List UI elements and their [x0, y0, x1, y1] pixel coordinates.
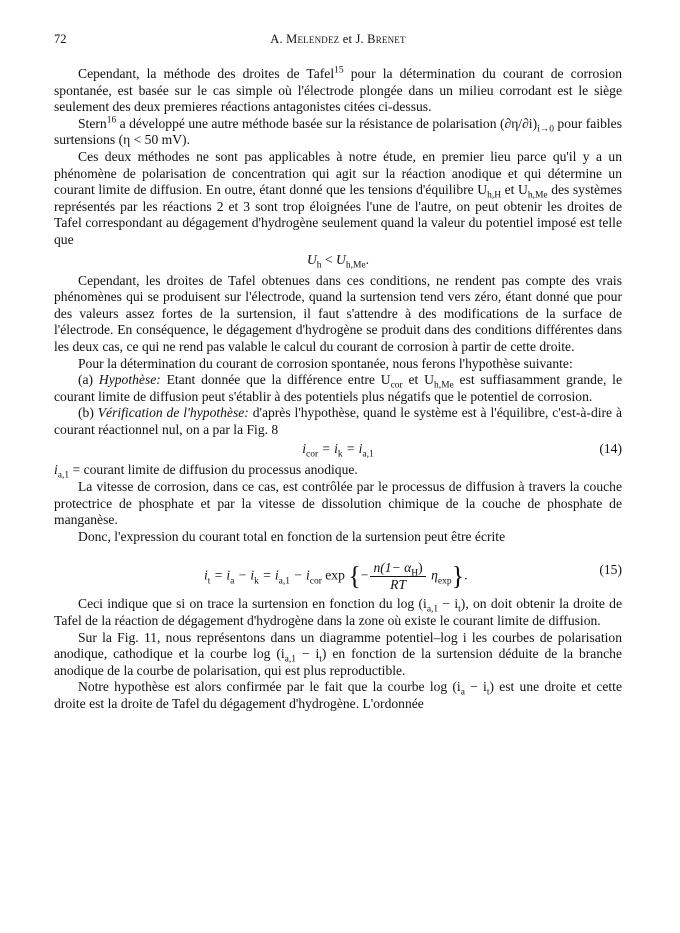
paragraph-tafel-log-plot: Ceci indique que si on trace la surtension en fonction du $\log (i_{a,1} - i_t)$, on doit obtenir la droite de Tafel de la réaction de dégagement d'hydrogène dans la zone où existe le courant limite de diffusion. — [54, 596, 622, 629]
equation-number-14: (14) — [599, 441, 622, 457]
paragraph-tafel-limitations: Cependant, les droites de Tafel obtenues dans ces conditions, ne rendent pas compte des vrais phénomènes qui se produisent sur l'électrode, quand la surtension tend vers zéro, étant donné que pour des valeurs assez fortes de la surtension, il faut s'attendre à des modifications de la surface de l'électrode. En conséquence, le dégagement d'hydrogène se produit dans des conditions différentes dans les deux cas, ce qui ne rend pas valable le calcul du courant de corrosion à partir de cette droite. — [54, 272, 622, 354]
paragraph-fig-11: Sur la Fig. 11, nous représentons dans un diagramme potentiel–log i les courbes de polarisation anodique, cathodique et la courbe $\log (i_{a,1} - i_t)$ en fonction de la surtension déduite de la branche anodique de la courbe de polarisation, qui est plus reproductible. — [54, 629, 622, 678]
fraction-exponent: $\frac{n(1- \alpha_H)}{RT}$ — [370, 560, 425, 593]
paragraph-methods-not-applicable: Ces deux méthodes ne sont pas applicables à notre étude, en premier lieu parce qu'il y a un phénomène de polarisation de concentration qui agit sur la réaction anodique et qui détermine un courant limite de diffusion. En outre, étant donné que les tensions d'équilibre $U_{h,H}$ et $U_{h,Me}$ des systèmes représentés par les réactions 2 et 3 sont trop éloignées l'une de l'autre, on peut obtenir les droites de Tafel correspondant au dégagement d'hydrogène seulement quand la valeur du potentiel imposé est telle que — [54, 148, 622, 247]
equation-14: $i_{cor} = i_k = i_{a,1}$ (14) — [302, 441, 622, 461]
paragraph-hypothesis-a: (a) Hypothèse: Etant donnée que la différence entre $U_{cor}$ et $U_{h,Me}$ est suffiasamment grande, le courant limite de diffusion peut s'établir à des potentiels plus négatifs que le potentiel de corrosion. — [54, 372, 622, 404]
page-header — [54, 31, 622, 49]
paragraph-verification-b: (b) Vérification de l'hypothèse: d'après l'hypothèse, quand le système est à l'équilibre, c'est-à-dire à courant réactionnel nul, on a par la Fig. 8 — [54, 405, 622, 437]
paragraph-hypothesis-intro: Pour la détermination du courant de corrosion spontanée, nous ferons l'hypothèse suivante: — [78, 355, 573, 371]
main-text — [54, 66, 622, 713]
equation-15: $i_t = i_a - i_k = i_{a,1} - i_{cor}$ exp {− $\frac{n(1- \alpha_H)}{RT}$ $\eta_{exp}$}. (15) — [204, 560, 622, 593]
paragraph-total-current-intro: Donc, l'expression du courant total en fonction de la surtension peut être écrite — [78, 528, 506, 544]
paragraph-stern-method: Stern$^{16}$ a développé une autre méthode basée sur la résistance de polarisation $(\partial\eta/\partial i)_{i\to 0}$ pour faibles surtensions (η < 50 mV). — [54, 115, 622, 148]
definition-diffusion-limit: $i_{a,1}$ = courant limite de diffusion du processus anodique. — [54, 462, 358, 482]
equation-number-15: (15) — [599, 562, 622, 578]
running-head-authors: A. Melendez et J. Brenet — [270, 32, 406, 46]
equation-inequality: $U_h < U_{h,Me}$. — [306, 251, 370, 271]
page-number: 72 — [54, 32, 67, 46]
paragraph-hypothesis-confirmed: Notre hypothèse est alors confirmée par le fait que la courbe $\log (i_a - i_t)$ est une droite et cette droite est la droite de Tafel du dégagement d'hydrogène. L'ordonnée — [54, 679, 622, 711]
paragraph-corrosion-rate: La vitesse de corrosion, dans ce cas, est contrôlée par le processus de diffusion à travers la couche protectrice de phosphate et par la vitesse de dissolution chimique de la couche de phosphate de manganèse. — [54, 479, 622, 528]
paragraph-tafel-method: Cependant, la méthode des droites de Tafel$^{15}$ pour la détermination du courant de corrosion spontanée, est basée sur le cas simple où l'électrode plongée dans un milieu corrodant est le siège seulement des deux premieres réactions antagonistes citées ci-dessus. — [54, 65, 623, 115]
